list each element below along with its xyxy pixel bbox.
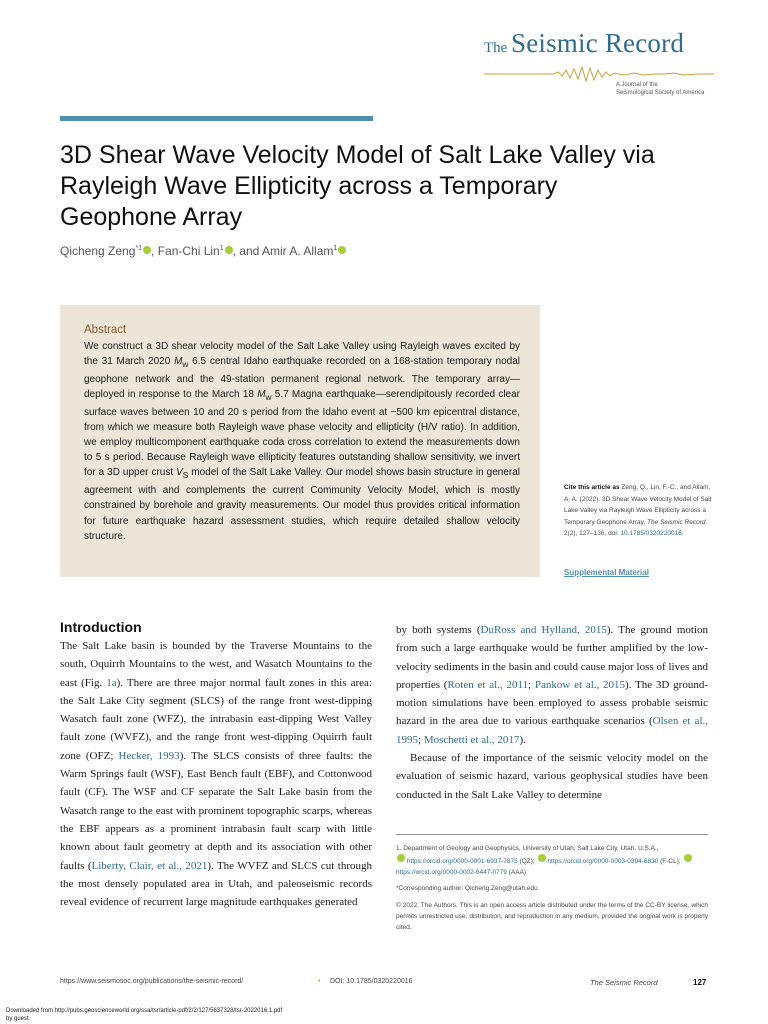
journal-subtitle: A Journal of the Seismological Society of America (616, 82, 705, 96)
body-text-column-2 (396, 621, 708, 804)
reference-link[interactable]: Roten et al., 2011 (447, 678, 529, 691)
orcid-icon (684, 854, 692, 862)
footer-doi: DOI: 10.1785/0320220016 (330, 978, 413, 985)
journal-url-link[interactable]: https://www.seismosoc.org/publications/the-seismic-record/ (60, 978, 244, 985)
author-list: Qicheng Zeng$^{*1}$ , Fan-Chi Lin$^1$ , and Amir A. Allam$^1$ (60, 244, 346, 258)
author-name: Amir A. Allam (262, 244, 334, 258)
figure-link[interactable]: 1a (106, 676, 117, 689)
citation-note: Cite this article as Zeng, Q., Lin, F.-C., and Allam, A. A. (2022). 3D Shear Wave Velocity Model of Salt Lake Valley via Rayleigh Wave Ellipticity across a Temporary Geophone Array, The Seismic Record. 2(2), 127–136, doi: 10.1785/0320220016. (564, 484, 712, 538)
download-stamp: Downloaded from http://pubs.geoscienceworld.org/ssa/tsr/article-pdf/2/2/127/5637328/tsr-2022016.1.pdf by guest (6, 1008, 283, 1022)
reference-link[interactable]: Pankow et al., 2015 (534, 678, 626, 691)
footer-separator: • (318, 978, 321, 985)
orcid-link[interactable]: https://orcid.org/0000-0002-6447-0779 (396, 869, 507, 877)
reference-link[interactable]: Hecker, 1993 (118, 749, 180, 762)
abstract-text: We construct a 3D shear velocity model of the Salt Lake Valley using Rayleigh waves excited by the 31 March 2020 $M_w$ 6.5 central Idaho earthquake recorded on a 168-station temporary nodal geophone network and the 49-station permanent regional network. The temporary array—deployed in response to the March 18 $M_w$ 5.7 Magna earthquake—serendipitously recorded clear surface waves between 10 and 20 s period from the Idaho event at ~500 km epicentral distance, from which we measure both Rayleigh wave phase velocity and ellipticity (H/V ratio). In addition, we employ multicomponent earthquake coda cross correlation to extend the measurements down to 5 s period. Because Rayleigh wave ellipticity features outstanding shallow sensitivity, we invert for a 3D upper crust $V_S$ model of the Salt Lake Valley. Our model shows basin structure in general agreement with and complements the current Community Velocity Model, which is mostly constrained by borehole and gravity measurements. Our model thus provides critical information for future earthquake hazard assessment studies, which require detailed shallow velocity structure. (84, 341, 521, 542)
orcid-link[interactable]: https://orcid.org/0000-0003-0394-6830 (547, 858, 659, 866)
reference-link[interactable]: Liberty, Clair, et al., 2021 (91, 859, 208, 872)
body-text-column-1: The Salt Lake basin is bounded by the Traverse Mountains to the south, Oquirrh Mountains to the west, and Wasatch Mountains to the east (Fig. 1a). There are three major normal fault zones in this area: the Salt Lake City segment (SLCS) of the range front west-dipping Wasatch fault zone (WFZ), the intrabasin east-dipping West Valley fault zone (WVFZ), and the range front west-dipping Oquirrh fault zone (OFZ; Hecker, 1993). The SLCS consists of three faults: the Warm Springs fault (WSF), East Bench fault (EBF), and Cottonwood fault (CF). The WSF and CF separate the Salt Lake basin from the Wasatch range to the east with prominent topographic scarps, whereas the EBF appears as a prominent intrabasin fault scarp with little known about fault geometry at depth and its association with other faults (Liberty, Clair, et al., 2021). The WVFZ and SLCS cut through the most densely populated area in Utah, and paleoseismic records reveal evidence of recurrent large magnitude earthquakes generated (60, 640, 372, 909)
orcid-links: https://orcid.org/0000-0001-6937-7875 (QZ); https://orcid.org/0000-0003-0394-6830 (F-CL); https://orcid.org/0000-0002-6447-0779 (AAA) (396, 854, 708, 878)
author-affiliation-mark: *1 (135, 245, 143, 252)
author-name: Fan-Chi Lin (157, 244, 220, 258)
affiliation-line: 1. Department of Geology and Geophysics, University of Utah, Salt Lake City, Utah, U.S.A., (396, 845, 659, 852)
doi-link[interactable]: 10.1785/0320220016 (620, 530, 682, 538)
license-note: © 2022. The Authors. This is an open access article distributed under the terms of the CC-BY license, which permits unrestricted use, distribution, and reproduction in any medium, provided the original work is properly cited. (396, 901, 708, 932)
body-paragraph: Because of the importance of the seismic velocity model on the evaluation of seismic hazard, various geophysical studies have been conducted in the Salt Lake Valley to determine (396, 752, 708, 801)
orcid-icon[interactable] (338, 246, 346, 254)
abstract-heading: Abstract (84, 324, 127, 336)
body-paragraph: by both systems (DuRoss and Hylland, 2015). The ground motion from such a large earthquake would be further amplified by the low-velocity sediments in the basin and could cause major loss of lives and properties (Roten et al., 2011; Pankow et al., 2015). The 3D ground-motion simulations have been employed to assess probable seismic hazard in the area due to various earthquake scenarios (Olsen et al., 1995; Moschetti et al., 2017). (396, 624, 709, 746)
reference-link[interactable]: Olsen et al., 1995 (396, 715, 709, 746)
page-number: 127 (693, 978, 707, 987)
author-name: Qicheng Zeng (60, 244, 136, 258)
orcid-link[interactable]: https://orcid.org/0000-0001-6937-7875 (406, 858, 518, 866)
footnote-divider (396, 834, 708, 835)
reference-link[interactable]: DuRoss and Hylland, 2015 (480, 624, 607, 636)
journal-name: Seismic Record (511, 28, 685, 58)
author-affiliation-mark: 1 (219, 245, 224, 252)
affiliations-footnote (396, 843, 708, 933)
journal-masthead (484, 28, 714, 100)
reference-link[interactable]: Moschetti et al., 2017 (423, 733, 520, 746)
article-title: 3D Shear Wave Velocity Model of Salt Lake Valley via Rayleigh Wave Ellipticity across a Temporary Geophone Array (60, 141, 655, 231)
section-heading-introduction: Introduction (60, 619, 142, 635)
journal-the: The (484, 40, 508, 56)
orcid-icon[interactable] (143, 246, 151, 254)
supplemental-material-link[interactable]: Supplemental Material (564, 568, 649, 577)
corresponding-author: *Corresponding author: Qicheng.Zeng@utah.edu (396, 884, 538, 892)
accent-bar (60, 116, 373, 121)
orcid-icon (397, 854, 405, 862)
orcid-icon (538, 854, 546, 862)
orcid-icon[interactable] (225, 246, 233, 254)
author-affiliation-mark: 1 (333, 245, 338, 252)
footer-journal-name: The Seismic Record (590, 978, 658, 987)
